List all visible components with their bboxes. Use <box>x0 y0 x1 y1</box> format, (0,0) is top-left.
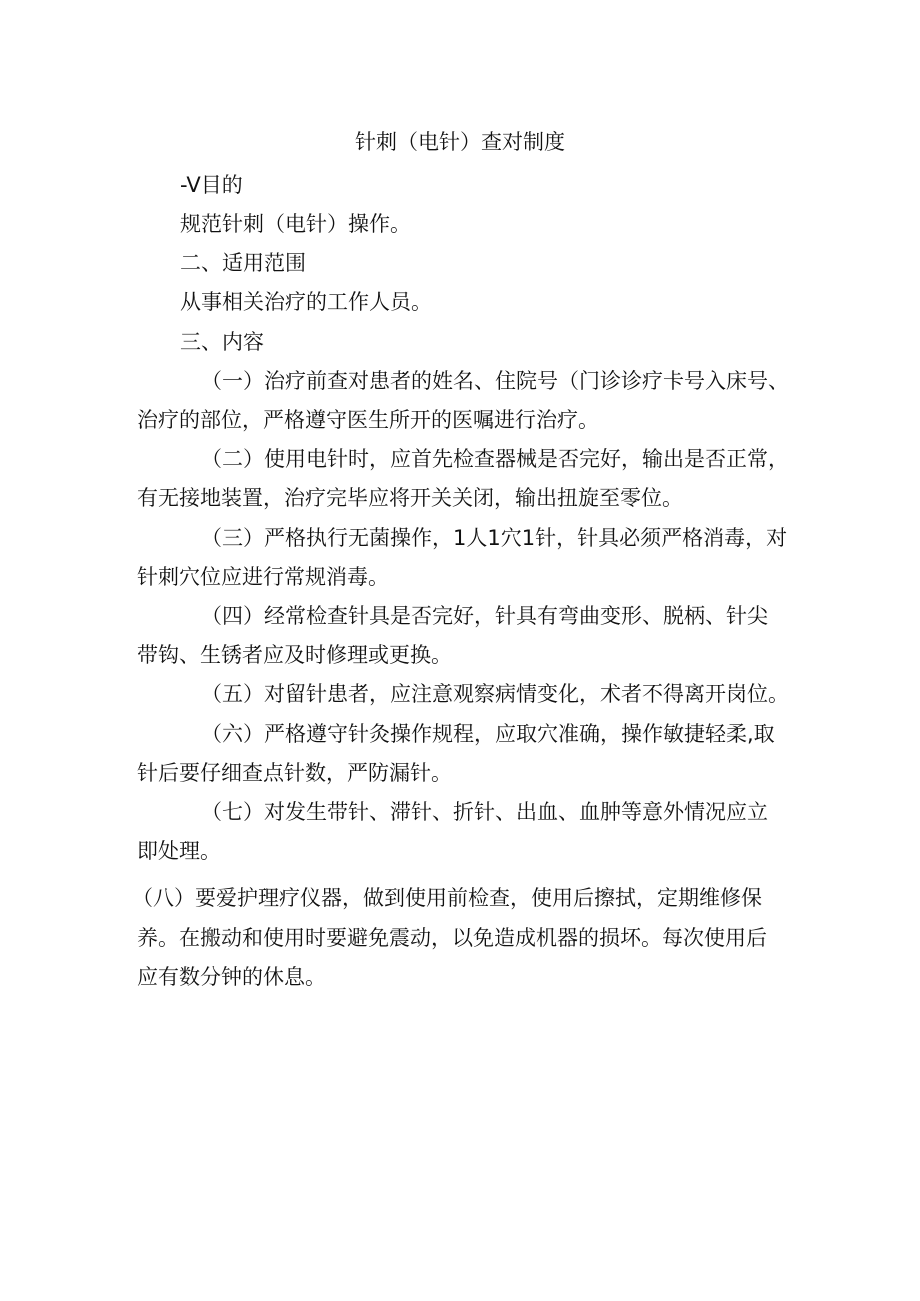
item-8-line-1: （八）要爱护理疗仪器，做到使用前检查，使用后擦拭，定期维修保 <box>132 886 762 910</box>
scope-heading: 二、适用范围 <box>180 251 306 275</box>
item-8-line-3: 应有数分钟的休息。 <box>137 965 326 989</box>
item-3-line-2: 针刺穴位应进行常规消毒。 <box>137 565 389 589</box>
item-7-line-2: 即处理。 <box>137 839 221 863</box>
item-6-line-2: 针后要仔细查点针数，严防漏针。 <box>137 761 452 785</box>
item-1-line-2: 治疗的部位，严格遵守医生所开的医嘱进行治疗。 <box>137 408 599 432</box>
item-4-line-1: （四）经常检查针具是否完好，针具有弯曲变形、脱柄、针尖 <box>201 604 768 628</box>
item-3-line-1: （三）严格执行无菌操作，1人1穴1针，针具必须严格消毒，对 <box>201 526 788 550</box>
purpose-text: 规范针刺（电针）操作。 <box>180 212 411 236</box>
document-title: 针刺（电针）查对制度 <box>355 130 565 154</box>
item-2-line-1: （二）使用电针时，应首先检查器械是否完好，输出是否正常， <box>201 447 789 471</box>
item-1-line-1: （一）治疗前查对患者的姓名、住院号（门诊诊疗卡号入床号、 <box>201 369 789 393</box>
purpose-heading: -V目的 <box>180 173 243 197</box>
item-4-line-2: 带钩、生锈者应及时修理或更换。 <box>137 643 452 667</box>
item-6-line-1: （六）严格遵守针灸操作规程，应取穴准确，操作敏捷轻柔,取 <box>201 722 775 746</box>
item-8-line-2: 养。在搬动和使用时要避免震动，以免造成机器的损坏。每次使用后 <box>137 926 767 950</box>
item-5-line-1: （五）对留针患者，应注意观察病情变化，术者不得离开岗位。 <box>201 682 789 706</box>
scope-text: 从事相关治疗的工作人员。 <box>180 290 432 314</box>
content-heading: 三、内容 <box>180 330 264 354</box>
item-7-line-1: （七）对发生带针、滞针、折针、出血、血肿等意外情况应立 <box>201 800 768 824</box>
item-2-line-2: 有无接地装置，治疗完毕应将开关关闭，输出扭旋至零位。 <box>137 486 683 510</box>
